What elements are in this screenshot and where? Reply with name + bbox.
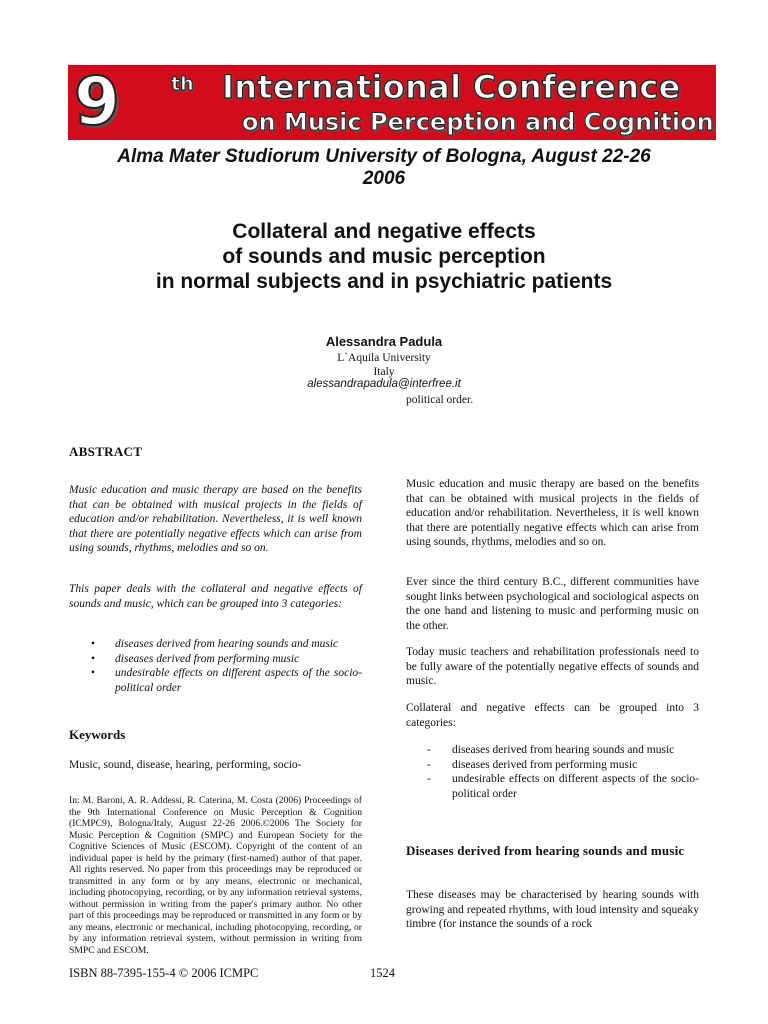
citation-notice: In: M. Baroni, A. R. Addessi, R. Caterina, M. Costa (2006) Proceedings of the 9th International Conference on Music Perception & Cognition (ICMPC9), Bologna/Italy, August 22-26 2006.©2006 The Society for Music Perception & Cognition (SMPC) and European Society for the Cognitive Sciences of Music (ESCOM). Copyright of the content of an individual paper is held by the primary (first-named) author of that paper. All rights reserved. No paper from this proceedings may be reproduced or transmitted in any form or by any means, electronic or mechanical, including photocopying, recording, or by any information retrieval systems, without permission in writing from the paper's primary author. No other part of this proceedings may be reproduced or transmitted in any form or by any means, electronic or mechanical, including photocopying, recording, or by any information retrieval system, without permission in writing from SMPC and ESCOM. [69, 795, 362, 956]
venue-line [60, 146, 708, 190]
section-heading: Diseases derived from hearing sounds and music [406, 843, 685, 858]
title-line-2: of sounds and music perception [222, 245, 546, 268]
banner-superscript: th [171, 73, 194, 95]
author-affiliation [60, 351, 708, 379]
title-line-3: in normal subjects and in psychiatric patients [155, 270, 613, 293]
list-item: • undesirable effects on different aspects of the socio-political order [91, 667, 362, 694]
abstract-bullet-list [69, 637, 362, 695]
venue-line-2: 2006 [362, 168, 406, 189]
dash-marker: - [427, 758, 431, 771]
keywords-heading: Keywords [69, 727, 126, 742]
dash-marker: - [427, 744, 431, 756]
paper-title [60, 219, 708, 294]
bullet-marker: • [91, 652, 96, 665]
body-paragraph-4: Collateral and negative effects can be grouped into 3 categories: [406, 702, 699, 729]
abstract-paragraph-1: Music education and music therapy are based on the benefits that can be obtained with musical projects in the fields of education and/or rehabilitation. Nevertheless, it is well known that there are potentially negative effects which can arise from using sounds, rhythms, melodies and so on. [69, 484, 362, 554]
body-paragraph-5: These diseases may be characterised by hearing sounds with growing and repeated rhythms, with loud intensity and squeaky timbre (for instance the sounds of a rock [406, 889, 699, 930]
author-university: L`Aquila University [337, 352, 431, 364]
author-email: alessandrapadula@interfree.it [307, 378, 461, 390]
venue-line-1: Alma Mater Studiorum University of Bologna, August 22-26 [117, 146, 651, 167]
conference-banner [68, 65, 716, 140]
title-line-1: Collateral and negative effects [232, 220, 536, 243]
stray-text: political order. [406, 394, 474, 406]
author-country: Italy [373, 366, 395, 378]
banner-title: International Conference [222, 68, 681, 106]
keywords-text: Music, sound, disease, hearing, performing, socio- [69, 759, 302, 771]
list-item: • diseases derived from hearing sounds and music [91, 638, 339, 650]
body-paragraph-1: Music education and music therapy are based on the benefits that can be obtained with musical projects in the fields of education and/or rehabilitation. Nevertheless, it is well known that there are potentially negative effects which can arise from using sounds, rhythms, melodies and so on. [406, 478, 699, 548]
list-item: • diseases derived from performing music [91, 652, 300, 665]
dash-marker: - [427, 773, 431, 785]
list-item: - diseases derived from hearing sounds and music [427, 744, 675, 756]
abstract-paragraph-2: This paper deals with the collateral and negative effects of sounds and music, which can be grouped into 3 categories: [69, 583, 362, 610]
page-number: 1524 [370, 966, 395, 980]
bullet-marker: • [91, 667, 96, 679]
banner-subtitle: on Music Perception and Cognition [242, 108, 714, 136]
list-item: - undesirable effects on different aspects of the socio-political order [427, 773, 699, 800]
banner-number: 9 [74, 65, 120, 140]
footer-isbn: ISBN 88-7395-155-4 © 2006 ICMPC [69, 966, 259, 980]
abstract-heading: ABSTRACT [69, 444, 143, 459]
list-item: - diseases derived from performing music [427, 758, 638, 771]
author-name: Alessandra Padula [325, 334, 443, 349]
bullet-marker: • [91, 638, 96, 650]
body-paragraph-2: Ever since the third century B.C., different communities have sought links between psychological and sociological aspects on the one hand and listening to music and performing music on the other. [406, 576, 699, 632]
body-paragraph-3: Today music teachers and rehabilitation professionals need to be fully aware of the potentially negative effects of sounds and music. [406, 646, 699, 687]
categories-dash-list [406, 743, 699, 801]
